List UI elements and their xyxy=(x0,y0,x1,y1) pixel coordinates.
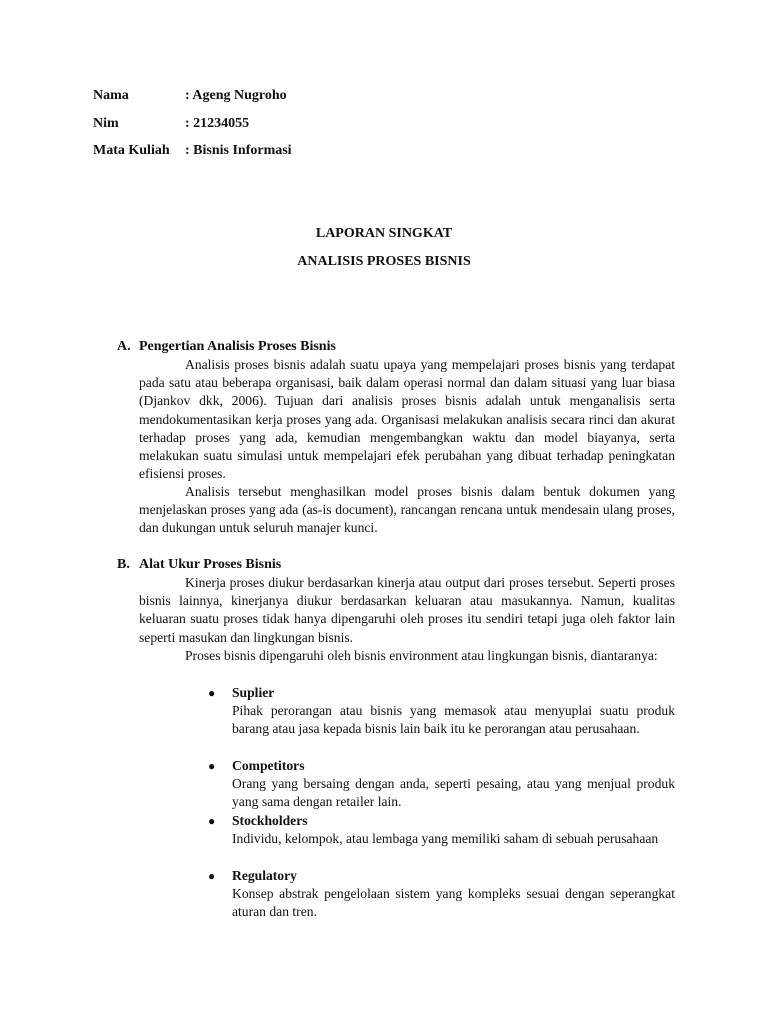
section-b-paragraph-2: Proses bisnis dipengaruhi oleh bisnis environment atau lingkungan bisnis, diantaranya: xyxy=(185,648,658,663)
section-b-title: Alat Ukur Proses Bisnis xyxy=(139,557,282,572)
student-info xyxy=(93,86,292,169)
mata-kuliah-value: : Bisnis Informasi xyxy=(185,143,292,158)
list-item-title: Regulatory xyxy=(232,868,297,883)
report-title: LAPORAN SINGKAT xyxy=(315,226,453,241)
list-item xyxy=(208,812,675,848)
list-item-text: Orang yang bersaing dengan anda, seperti pesaing, atau yang menjual produk yang sama dengan retailer lain. xyxy=(232,776,675,810)
list-item-title: Stockholders xyxy=(232,813,308,828)
bullet-icon: ● xyxy=(208,686,216,700)
section-b-letter: B. xyxy=(117,557,130,572)
bullet-icon: ● xyxy=(208,814,216,828)
meta-row-nama xyxy=(93,86,292,114)
list-item xyxy=(208,757,675,812)
section-a-heading xyxy=(117,338,336,356)
list-item-title: Suplier xyxy=(232,685,275,700)
nama-value: : Ageng Nugroho xyxy=(185,88,287,103)
nim-label: Nim xyxy=(93,115,119,131)
bullet-icon: ● xyxy=(208,869,216,883)
list-item-text: Konsep abstrak pengelolaan sistem yang kompleks sesuai dengan seperangkat aturan dan tren. xyxy=(232,886,675,920)
nim-value: : 21234055 xyxy=(185,115,250,131)
section-a-title: Pengertian Analisis Proses Bisnis xyxy=(139,339,336,354)
section-b-heading xyxy=(117,556,281,574)
bullet-icon: ● xyxy=(208,759,216,773)
mata-kuliah-label: Mata Kuliah xyxy=(93,143,170,158)
list-item xyxy=(208,684,675,739)
meta-row-mata-kuliah xyxy=(93,141,292,169)
list-item-title: Competitors xyxy=(232,758,305,773)
section-a-paragraph-2: Analisis tersebut menghasilkan model proses bisnis dalam bentuk dokumen yang menjelaskan proses yang ada (as-is document), rancangan rencana untuk mendesain ulang proses, dan dukungan untuk seluruh manajer kunci. xyxy=(139,484,675,536)
list-item xyxy=(208,867,675,922)
meta-row-nim xyxy=(93,114,292,142)
list-item-text: Individu, kelompok, atau lembaga yang memiliki saham di sebuah perusahaan xyxy=(232,831,659,847)
report-subtitle: ANALISIS PROSES BISNIS xyxy=(297,254,471,269)
list-item-text: Pihak perorangan atau bisnis yang memasok atau menyuplai suatu produk barang atau jasa kepada bisnis lain baik itu ke perorangan atau perusahaan. xyxy=(232,703,675,737)
nama-label: Nama xyxy=(93,88,129,103)
section-a-letter: A. xyxy=(117,339,131,354)
section-a-paragraph-1: Analisis proses bisnis adalah suatu upaya yang mempelajari proses bisnis yang terdapat pada satu atau beberapa organisasi, baik dalam operasi normal dan dalam situasi yang luar biasa (Djankov dkk, 2006). Tujuan dari analisis proses bisnis adalah untuk menganalisis serta mendokumentasikan kerja proses yang ada. Organisasi melakukan analisis secara rinci dan akurat terhadap proses yang ada, kemudian mengembangkan waktu dan model biayanya, serta melakukan suatu simulasi untuk mempelajari efek perubahan yang dibuat terhadap peningkatan efisiensi proses. xyxy=(139,357,675,482)
section-b-paragraph-1: Kinerja proses diukur berdasarkan kinerja atau output dari proses tersebut. Seperti proses bisnis lainnya, kinerjanya diukur berdasarkan keluaran atau masukannya. Namun, kualitas keluaran suatu proses tidak hanya dipengaruhi oleh proses itu sendiri tetapi juga oleh faktor lain seperti masukan dan lingkungan bisnis. xyxy=(139,575,675,645)
